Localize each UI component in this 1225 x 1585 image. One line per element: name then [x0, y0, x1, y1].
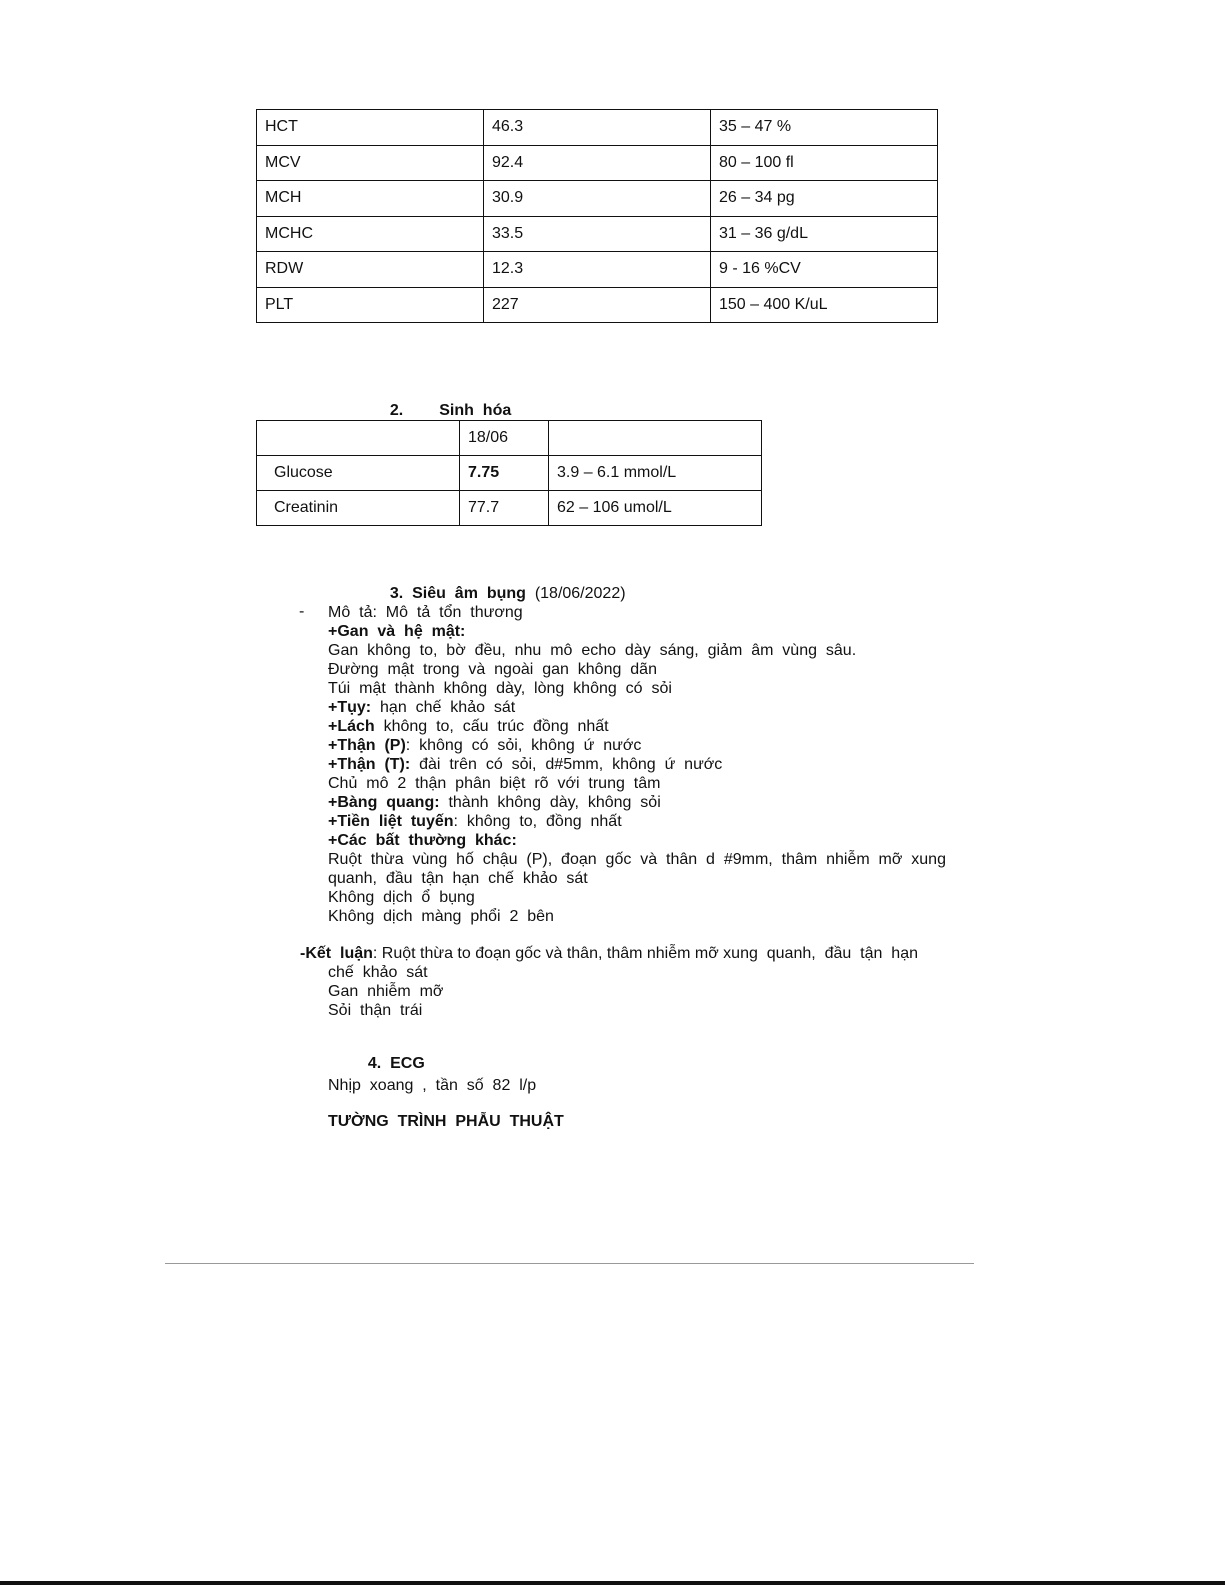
- table-row: [257, 181, 938, 217]
- test-value: 12.3: [484, 252, 711, 288]
- pancreas-label: +Tụy:: [328, 699, 372, 716]
- reference-range: 9 - 16 %CV: [711, 252, 938, 288]
- left-kidney-line: [328, 755, 722, 774]
- test-name: RDW: [257, 252, 484, 288]
- prostate-label: +Tiền liệt tuyến: [328, 813, 454, 830]
- conclusion-line-4: Sỏi thận trái: [328, 1002, 423, 1019]
- reference-range: 35 – 47 %: [711, 110, 938, 146]
- section-title: Siêu âm bụng: [412, 585, 526, 602]
- test-name: HCT: [257, 110, 484, 146]
- section-number: 4.: [367, 1055, 382, 1072]
- test-value: 46.3: [484, 110, 711, 146]
- spleen-line: [328, 717, 609, 736]
- liver-label: +Gan và hệ mật:: [328, 623, 466, 640]
- table-row: [257, 110, 938, 146]
- conclusion-text: : Ruột thừa to đoạn gốc và thân, thâm nhiễm mỡ xung quanh, đầu tận hạn: [372, 945, 918, 962]
- section-title: ECG: [390, 1055, 425, 1072]
- pleural-fluid-line: Không dịch màng phổi 2 bên: [328, 908, 554, 925]
- spleen-label: +Lách: [328, 718, 375, 735]
- pancreas-line: [328, 698, 515, 717]
- left-kidney-text: đài trên có sỏi, d#5mm, không ứ nước: [410, 756, 723, 773]
- test-value: 92.4: [484, 145, 711, 181]
- bladder-line: [328, 793, 661, 812]
- bladder-text: thành không dày, không sỏi: [439, 794, 661, 811]
- reference-range: 3.9 – 6.1 mmol/L: [549, 456, 762, 491]
- report-title: TƯỜNG TRÌNH PHẪU THUẬT: [328, 1113, 564, 1130]
- table-row: [257, 287, 938, 323]
- header-cell: [549, 421, 762, 456]
- kidney-parenchyma-line: Chủ mô 2 thận phân biệt rõ với trung tâm: [328, 775, 661, 792]
- right-kidney-label: +Thận (P): [328, 737, 406, 754]
- test-name: Glucose: [257, 456, 460, 491]
- test-value: 77.7: [460, 491, 549, 526]
- appendix-line-2: quanh, đầu tận hạn chế khảo sát: [328, 870, 588, 887]
- bladder-label: +Bàng quang:: [328, 794, 440, 811]
- table-row: [257, 491, 762, 526]
- right-kidney-line: [328, 736, 641, 755]
- date-header: 18/06: [460, 421, 549, 456]
- list-dash: -: [299, 603, 305, 620]
- table-row: [257, 456, 762, 491]
- table-row: [257, 145, 938, 181]
- test-name: MCHC: [257, 216, 484, 252]
- test-value: 227: [484, 287, 711, 323]
- conclusion-line-2: chế khảo sát: [328, 964, 428, 981]
- page-divider: [165, 1263, 974, 1264]
- test-name: Creatinin: [257, 491, 460, 526]
- table-header-row: [257, 421, 762, 456]
- test-value: 7.75: [460, 456, 549, 491]
- test-name: PLT: [257, 287, 484, 323]
- table-row: [257, 252, 938, 288]
- test-name: MCV: [257, 145, 484, 181]
- right-kidney-text: : không có sỏi, không ứ nước: [405, 737, 642, 754]
- section-3-heading: [381, 567, 626, 603]
- chemistry-table: [256, 420, 762, 526]
- section-4-heading: [359, 1037, 425, 1073]
- left-kidney-label: +Thận (T):: [328, 756, 411, 773]
- header-cell: [257, 421, 460, 456]
- section-title: Sinh hóa: [439, 402, 512, 419]
- reference-range: 31 – 36 g/dL: [711, 216, 938, 252]
- section-2-heading: [381, 384, 511, 420]
- reference-range: 150 – 400 K/uL: [711, 287, 938, 323]
- test-value: 30.9: [484, 181, 711, 217]
- prostate-text: : không to, đồng nhất: [453, 813, 622, 830]
- gallbladder-line: Túi mật thành không dày, lòng không có sỏi: [328, 680, 672, 697]
- spleen-text: không to, cấu trúc đồng nhất: [374, 718, 609, 735]
- conclusion-line-3: Gan nhiễm mỡ: [328, 983, 444, 1000]
- section-number: 2.: [389, 402, 404, 419]
- appendix-line-1: Ruột thừa vùng hố chậu (P), đoạn gốc và thân d #9mm, thâm nhiễm mỡ xung: [328, 851, 946, 868]
- reference-range: 26 – 34 pg: [711, 181, 938, 217]
- ecg-result: Nhịp xoang , tần số 82 l/p: [328, 1077, 537, 1094]
- test-value: 33.5: [484, 216, 711, 252]
- reference-range: 80 – 100 fl: [711, 145, 938, 181]
- table-row: [257, 216, 938, 252]
- test-name: MCH: [257, 181, 484, 217]
- description-intro: Mô tả: Mô tả tổn thương: [328, 604, 523, 621]
- cbc-table: [256, 109, 938, 323]
- liver-line: Gan không to, bờ đều, nhu mô echo dày sáng, giảm âm vùng sâu.: [328, 642, 857, 659]
- conclusion-label: -Kết luận: [300, 945, 373, 962]
- reference-range: 62 – 106 umol/L: [549, 491, 762, 526]
- prostate-line: [328, 812, 622, 831]
- peritoneal-fluid-line: Không dịch ổ bụng: [328, 889, 475, 906]
- section-date: (18/06/2022): [534, 585, 626, 602]
- bile-duct-line: Đường mật trong và ngoài gan không dãn: [328, 661, 657, 678]
- pancreas-text: hạn chế khảo sát: [371, 699, 516, 716]
- other-findings-label: +Các bất thường khác:: [328, 832, 517, 849]
- conclusion-line: [300, 944, 918, 963]
- section-number: 3.: [389, 585, 404, 602]
- bottom-edge: [0, 1581, 1225, 1585]
